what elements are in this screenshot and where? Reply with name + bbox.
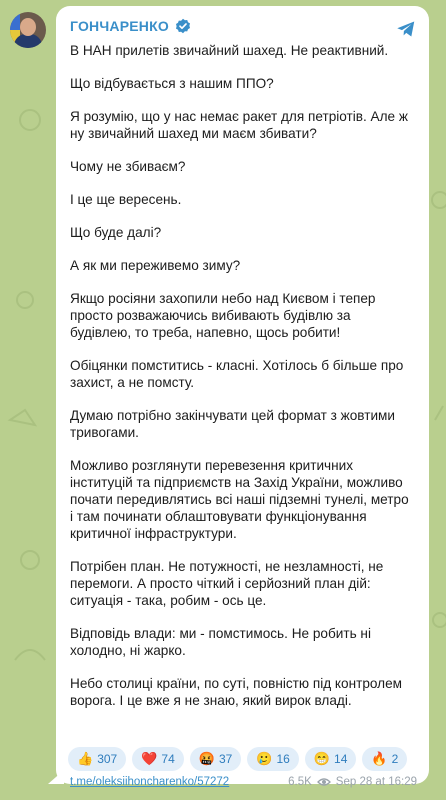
message-bubble [56,6,429,788]
telegram-share-icon[interactable] [395,18,417,40]
reaction-smiling-tear[interactable] [247,747,299,771]
reaction-fire[interactable] [362,747,407,771]
post-paragraph: Потрібен план. Не потужності, не незламності, не перемоги. А просто чіткий і серйозний план дій: ситуація - така, робим - ось це. [70,559,384,608]
reaction-heart[interactable] [132,747,184,771]
post-paragraph: В НАН прилетів звичайний шахед. Не реактивний. [70,43,389,58]
post-paragraph: Чому не збиваєм? [70,159,186,174]
message-footer [70,776,417,788]
reaction-swearing-face[interactable] [190,747,242,771]
heart-icon: ❤️ [141,751,158,766]
post-link[interactable]: t.me/oleksiihoncharenko/57272 [70,776,230,788]
post-paragraph: Обіцянки помститись - класні. Хотілось б більше про захист, а не помсту. [70,358,404,390]
post-paragraph: І це ще вересень. [70,192,182,207]
view-count: 6.5K [288,776,312,788]
post-paragraph: Можливо розглянути перевезення критичних інституцій та підприємств на Захід України, можливо почати передивлятись всі наші підземні тунелі, метро і там починати облаштовувати функціонування критичної інфраструктури. [70,458,409,541]
post-text [70,42,415,709]
post-paragraph: Що відбувається з нашим ППО? [70,76,274,91]
channel-name[interactable]: ГОНЧАРЕНКО [70,18,169,34]
thumbs-up-icon: 👍 [77,751,94,766]
smiling-tear-face-icon: 🥲 [256,751,273,766]
reaction-count: 14 [334,752,348,766]
reaction-count: 2 [391,752,399,766]
eye-icon [317,777,331,787]
verified-icon [175,18,191,34]
reaction-grinning-face[interactable] [305,747,357,771]
reaction-count: 16 [276,752,290,766]
reaction-thumbs-up[interactable] [68,747,126,771]
swearing-face-icon: 🤬 [198,751,215,766]
grinning-face-icon: 😁 [313,751,331,766]
fire-icon: 🔥 [371,751,388,766]
post-paragraph: Що буде далі? [70,225,162,240]
message-meta [288,776,417,788]
post-paragraph: Я розумію, що у нас немає ракет для петріотів. Але ж ну звичайний шахед ми маєм збивати? [70,109,408,141]
reaction-count: 74 [161,752,175,766]
message-header [70,16,415,36]
post-paragraph: Небо столиці країни, по суті, повністю під контролем ворога. І це вже я не знаю, який вирок владі. [70,676,402,708]
reactions-bar [68,747,407,771]
post-paragraph: Якщо росіяни захопили небо над Києвом і тепер просто розважаючись вибивають будівлю за будівлею, то треба, напевно, щось робити! [70,291,376,340]
post-paragraph: А як ми переживемо зиму? [70,258,241,273]
post-paragraph: Думаю потрібно закінчувати цей формат з жовтими тривогами. [70,408,395,440]
reaction-count: 37 [218,752,233,766]
post-paragraph: Відповідь влади: ми - помстимось. Не робить ні холодно, ні жарко. [70,626,371,658]
channel-avatar[interactable] [10,12,46,48]
reaction-count: 307 [97,752,118,766]
message-date: Sep 28 at 16:29 [335,776,417,788]
